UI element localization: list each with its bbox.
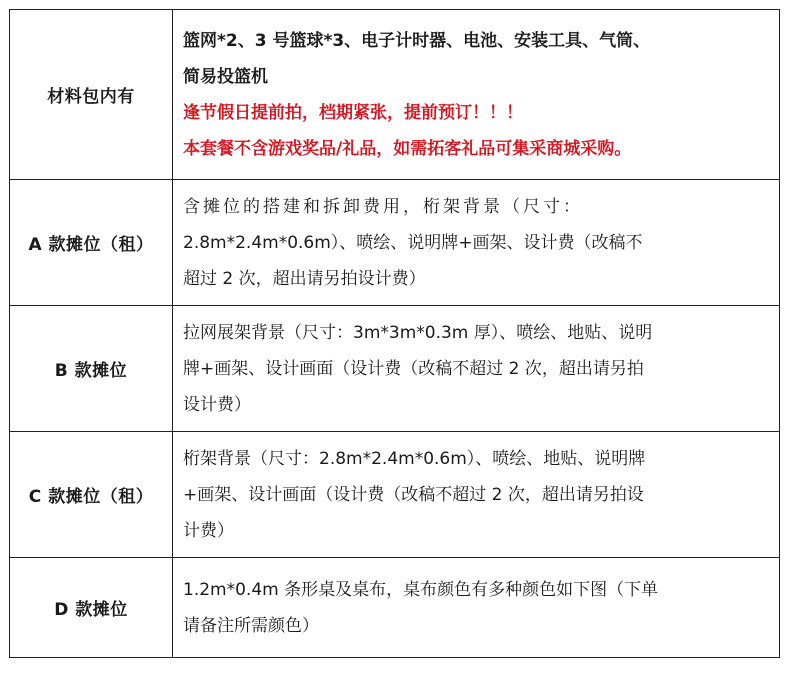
row-label: 材料包内有: [10, 10, 173, 180]
description-line: 含摊位的搭建和拆卸费用，桁架背景（尺寸：: [183, 196, 583, 217]
description-line: 拉网展架背景（尺寸：3m*3m*0.3m 厚）、喷绘、地贴、说明: [183, 322, 653, 343]
table-row: [10, 306, 780, 432]
row-label: A 款摊位（租）: [10, 180, 173, 306]
description-line: 2.8m*2.4m*0.6m）、喷绘、说明牌+画架、设计费（改稿不: [183, 232, 643, 253]
table-row: [10, 180, 780, 306]
description-line: 1.2m*0.4m 条形桌及桌布，桌布颜色有多种颜色如下图（下单: [183, 579, 659, 600]
row-description: [173, 10, 780, 180]
warning-line: 逢节假日提前拍，档期紧张，提前预订！！！: [183, 102, 523, 123]
description-line: 桁架背景（尺寸：2.8m*2.4m*0.6m）、喷绘、地贴、说明牌: [183, 448, 646, 469]
description-line: 超过 2 次，超出请另拍设计费）: [183, 268, 426, 289]
table-row: [10, 432, 780, 558]
row-description: [173, 432, 780, 558]
description-line: 牌+画架、设计画面（设计费（改稿不超过 2 次，超出请另拍: [183, 358, 644, 379]
row-description: [173, 558, 780, 658]
description-line: 请备注所需颜色）: [183, 615, 319, 636]
package-spec-table: [9, 9, 780, 658]
row-label: D 款摊位: [10, 558, 173, 658]
description-line: 计费）: [183, 520, 234, 541]
row-description: [173, 180, 780, 306]
warning-line: 本套餐不含游戏奖品/礼品，如需拓客礼品可集采商城采购。: [183, 138, 632, 159]
description-line: 篮网*2、3 号篮球*3、电子计时器、电池、安装工具、气筒、: [183, 30, 651, 51]
row-label: B 款摊位: [10, 306, 173, 432]
table-row: [10, 10, 780, 180]
table-row: [10, 558, 780, 658]
description-line: +画架、设计画面（设计费（改稿不超过 2 次，超出请另拍设: [183, 484, 644, 505]
row-label: C 款摊位（租）: [10, 432, 173, 558]
description-line: 设计费）: [183, 394, 251, 415]
description-line: 简易投篮机: [183, 66, 268, 87]
row-description: [173, 306, 780, 432]
